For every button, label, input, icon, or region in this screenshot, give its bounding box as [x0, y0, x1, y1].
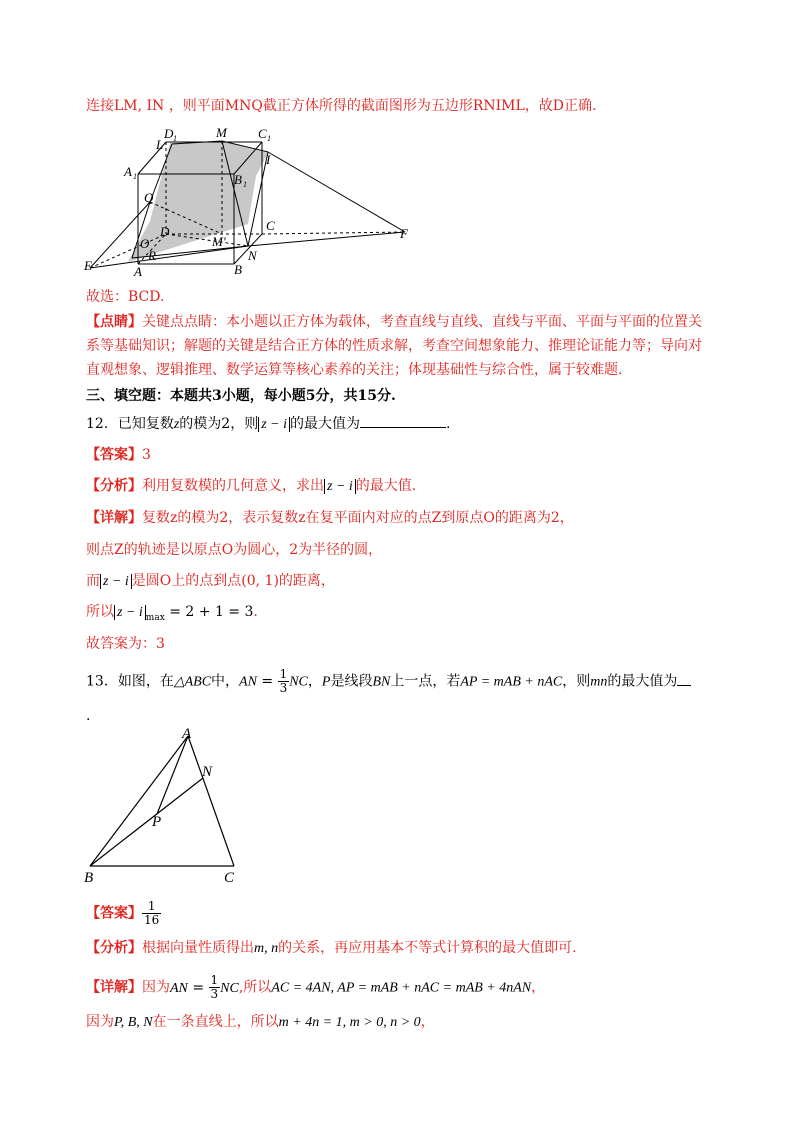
tri-label-C: C	[224, 870, 235, 886]
label-F: F	[400, 226, 408, 241]
q13-analysis: 【分析】根据向量性质得出m, n的关系，再应用基本不等式计算积的最大值即可.	[86, 940, 577, 956]
section-heading: 三、填空题：本题共3小题，每小题5分，共15分.	[86, 388, 396, 404]
cube-figure	[80, 126, 420, 276]
q11-comment-1: 【点睛】关键点点睛：本小题以正方体为载体，考查直线与直线、直线与平面、平面与平面的位置关	[86, 314, 702, 330]
q11-comment-3: 直观想象、逻辑推理、数学运算等核心素养的关注；体现基础性与综合性，属于较难题.	[86, 362, 623, 378]
label-B: B	[234, 262, 242, 276]
q13-dot: .	[86, 708, 91, 724]
tri-label-N: N	[202, 764, 213, 780]
label-A: A	[134, 264, 142, 276]
q13-answer-blank	[677, 673, 691, 686]
triangle-figure	[82, 726, 262, 886]
svg-text:1: 1	[267, 134, 271, 143]
tri-label-B: B	[84, 870, 94, 886]
svg-text:1: 1	[243, 180, 247, 189]
label-N: N	[248, 248, 257, 263]
label-D1: D	[164, 126, 174, 141]
q11-choice: 故选：BCD.	[86, 289, 165, 305]
q12-analysis: 【分析】利用复数模的几何意义，求出 z − i 的最大值.	[86, 478, 417, 494]
q13-detail: 【详解】因为AN = $\frac{1}{3}$ NC,所以AC = 4AN, AP = mAB + nAC = mAB + 4nAN，	[86, 973, 546, 1001]
label-O: O	[140, 236, 150, 251]
label-C: C	[266, 218, 275, 233]
label-Q: Q	[144, 190, 154, 205]
tri-label-A: A	[182, 726, 192, 742]
label-B1: B	[234, 172, 242, 187]
label-R: R	[148, 248, 156, 263]
label-L: L	[156, 137, 164, 152]
tri-label-P: P	[152, 814, 162, 830]
svg-text:1: 1	[173, 134, 177, 143]
label-E: E	[84, 258, 92, 273]
svg-text:1: 1	[133, 172, 137, 181]
q13-answer: 【答案】 $\frac{1}{16}$	[86, 899, 160, 927]
label-M: M	[216, 126, 227, 140]
q11-conclusion-line: 连接LM, IN ，则平面MNQ截正方体所得的截面图形为五边形RNIML，故D正确.	[86, 98, 597, 114]
q12-detail-2: 则点Z的轨迹是以原点O为圆心，2为半径的圆，	[86, 542, 383, 558]
q12-detail-1: 【详解】复数z的模为2，表示复数z在复平面内对应的点Z到原点O的距离为2，	[86, 510, 574, 526]
q13-stem: 13．如图，在△ABC中，AN = $\frac{1}{3}$ NC，P是线段BN上一点，若AP = mAB + nAC，则mn的最大值为	[86, 668, 691, 695]
label-D: D	[160, 224, 170, 239]
q12-detail-4: 所以 z − i $_{max}$ = 2 + 1 = 3.	[86, 604, 258, 623]
label-C1: C	[258, 126, 267, 141]
q12-detail-3: 而 z − i 是圆O上的点到点(0, 1)的距离，	[86, 573, 335, 589]
q12-answer: 【答案】3	[86, 447, 151, 463]
label-A1: A	[124, 164, 132, 179]
q12-answer-blank	[360, 415, 446, 428]
label-I: I	[266, 152, 271, 167]
label-Mp: M'	[212, 234, 226, 249]
q12-stem: 12．已知复数z的模为2，则 z − i 的最大值为 .	[86, 416, 451, 432]
q12-conclusion: 故答案为：3	[86, 636, 165, 652]
q13-last: 因为P, B, N在一条直线上，所以m + 4n = 1, m > 0, n > 0，	[86, 1014, 435, 1030]
q11-comment-2: 系等基础知识；解题的关键是结合正方体的性质求解，考查空间想象能力、推理论证能力等；导向对	[86, 338, 702, 354]
